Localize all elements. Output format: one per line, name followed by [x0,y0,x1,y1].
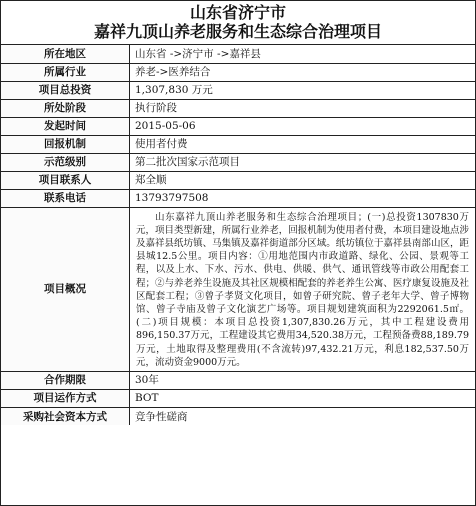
row-value: 郑全顺 [130,171,476,189]
table-row-location [1,45,475,63]
row-label: 回报机制 [1,135,130,153]
row-label: 示范级别 [1,153,130,171]
row-value: 30年 [130,371,476,389]
table-row-operation-mode [1,389,475,407]
table-row-term [1,371,475,389]
row-value: 使用者付费 [130,135,476,153]
row-label: 采购社会资本方式 [1,407,130,425]
table-row-industry [1,63,475,81]
table-row-procurement [1,407,475,425]
row-label: 项目总投资 [1,81,130,99]
row-value: BOT [130,389,476,407]
row-label: 所在地区 [1,45,130,63]
row-value: 竞争性磋商 [130,407,476,425]
overview-text: 山东嘉祥九顶山养老服务和生态综合治理项目；(一)总投资1307830万元，项目类型新建，所属行业养老，回报机制为使用者付费，本项目建设地点涉及嘉祥县纸坊镇、马集镇及嘉祥街道部分区域。纸坊镇位于嘉祥县南部山区，距县城12.5公里。项目内容：①用地范围内市政道路、绿化、公园、景观等工程，以及上水、下水、污水、供电、供暖、供气、通讯管线等市政公用配套工程；②与养老养生设施及其社区规模相配套的养老养生公寓、医疗康复设施及社区配套工程；③曾子孝贤文化项目，如曾子研究院、曾子老年大学、曾子博物馆、曾子寺庙及曾子文化演艺广场等。项目规划建筑面积为2292061.5㎡。(二)项目规模：本项目总投资1,307,830.26万元，其中工程建设费用896,150.37万元，工程建设其它费用34,520.38万元，工程预备费88,189.79万元，土地取得及整理费用(不含流转)97,432.21万元，利息182,537.50万元，流动资金9000万元。 [130,207,476,371]
row-value: 执行阶段 [130,99,476,117]
row-value: 13793797508 [130,189,476,207]
table-row-total-investment [1,81,475,99]
table-row-phone [1,189,475,207]
info-table [1,45,475,425]
table-row-contact-person [1,171,475,189]
table-row-start-date [1,117,475,135]
row-value: 养老->医养结合 [130,63,476,81]
title-block [1,1,475,45]
row-value: 2015-05-06 [130,117,476,135]
table-row-overview [1,207,475,371]
row-label: 发起时间 [1,117,130,135]
row-label: 项目运作方式 [1,389,130,407]
region-title: 山东省济宁市 [189,3,286,22]
row-label: 项目联系人 [1,171,130,189]
row-label: 项目概况 [1,207,130,371]
project-title: 嘉祥九顶山养老服务和生态综合治理项目 [93,22,382,41]
row-value: 1,307,830 万元 [130,81,476,99]
row-label: 合作期限 [1,371,130,389]
row-label: 所处阶段 [1,99,130,117]
row-label: 所属行业 [1,63,130,81]
row-value: 第二批次国家示范项目 [130,153,476,171]
table-row-demo-level [1,153,475,171]
row-value: 山东省 ->济宁市 ->嘉祥县 [130,45,476,63]
row-label: 联系电话 [1,189,130,207]
table-row-return-mechanism [1,135,475,153]
table-row-stage [1,99,475,117]
